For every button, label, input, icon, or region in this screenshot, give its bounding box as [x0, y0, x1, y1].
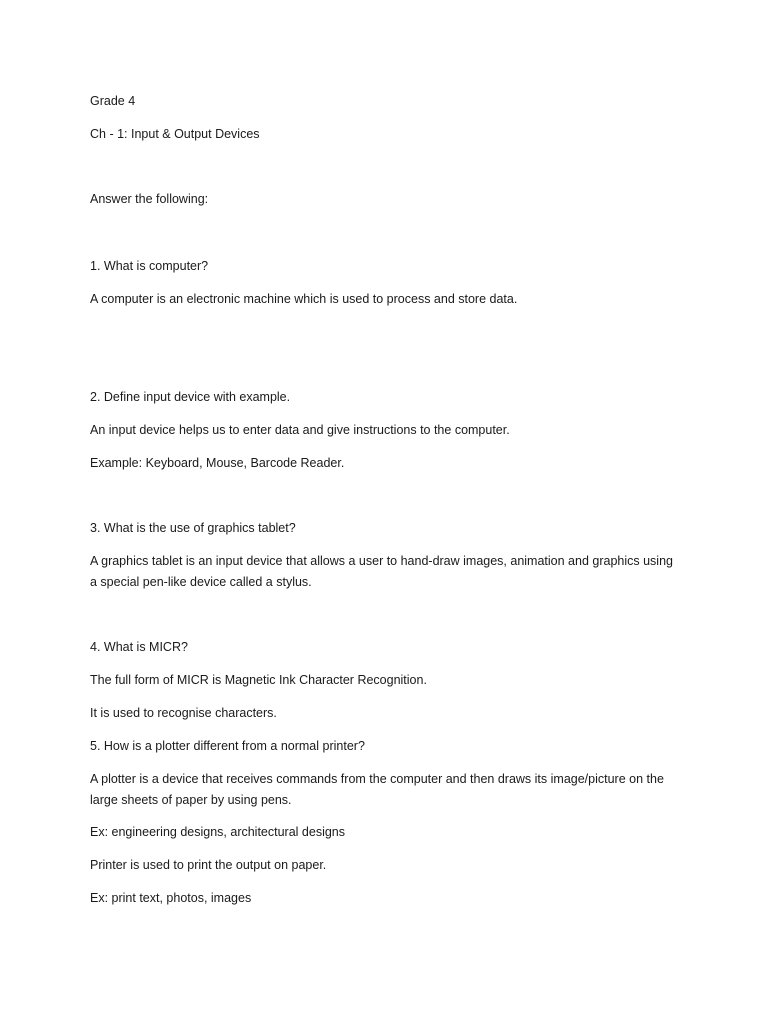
answer-2-line-1: An input device helps us to enter data and give instructions to the computer. [90, 423, 510, 437]
answer-5-line-3: Printer is used to print the output on paper. [90, 858, 327, 872]
answer-5-line-4: Ex: print text, photos, images [90, 891, 252, 905]
answer-5-line-1: A plotter is a device that receives commands from the computer and then draws its image/picture on the large sheets of paper by using pens. [90, 772, 664, 807]
question-2: 2. Define input device with example. [90, 390, 291, 404]
answer-2-line-2: Example: Keyboard, Mouse, Barcode Reader. [90, 456, 345, 470]
answer-4-line-1: The full form of MICR is Magnetic Ink Character Recognition. [90, 673, 427, 687]
grade-label: Grade 4 [90, 94, 136, 108]
answer-4-line-2: It is used to recognise characters. [90, 706, 277, 720]
question-5: 5. How is a plotter different from a normal printer? [90, 739, 365, 753]
answer-5-line-2: Ex: engineering designs, architectural designs [90, 825, 346, 839]
question-3: 3. What is the use of graphics tablet? [90, 521, 296, 535]
answer-1-line-1: A computer is an electronic machine which is used to process and store data. [90, 292, 518, 306]
question-4: 4. What is MICR? [90, 640, 188, 654]
answer-3-line-1: A graphics tablet is an input device that allows a user to hand-draw images, animation and graphics using a special pen-like device called a stylus. [90, 554, 673, 589]
question-1: 1. What is computer? [90, 259, 209, 273]
chapter-title: Ch - 1: Input & Output Devices [90, 127, 260, 141]
instruction-text: Answer the following: [90, 192, 209, 206]
